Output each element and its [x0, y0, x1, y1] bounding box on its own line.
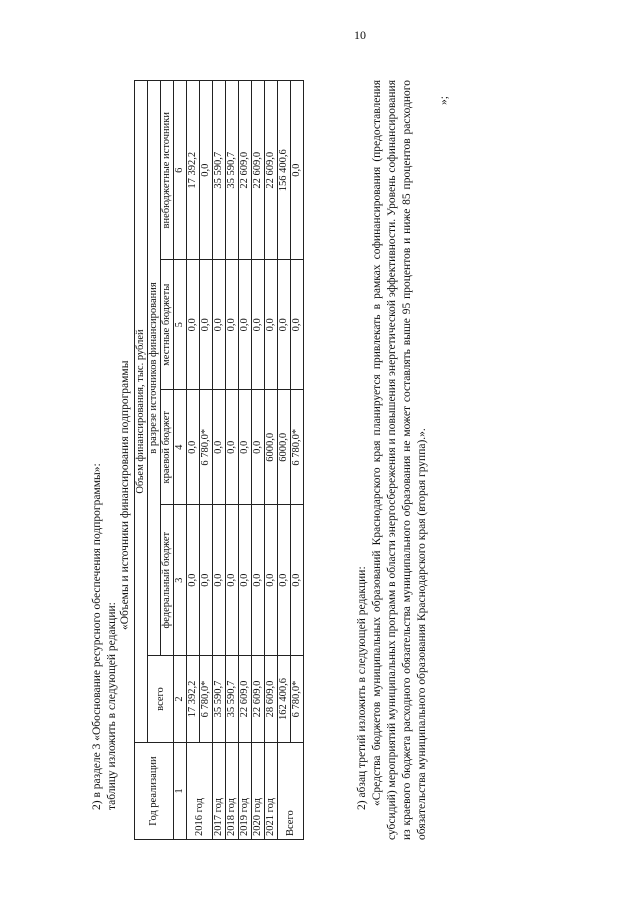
cell-extrabudgetary: 22 609,0: [265, 81, 278, 260]
abstract-paragraph: «Средства бюджетов муниципальных образований Краснодарского края планируется привлекать в рамках софинансирования (предоставления субсидий) мероприятий муниципальных программ в области энергосбережения и повышения энергетической эффективности. Уровень софинансирования из краевого бюджета расходного обязательства муниципального образования не может составлять выше 95 процентов и ниже 85 процентов расходного обязательства муниципального образования Краснодарского края (вторая группа).».: [371, 80, 428, 840]
cell-regional: 0,0: [239, 390, 252, 505]
cell-year: 2017 год: [213, 743, 226, 840]
cell-regional: 0,0: [226, 390, 239, 505]
header-federal: федеральный бюджет: [161, 505, 174, 656]
column-number: 1: [174, 743, 187, 840]
page-number: 10: [354, 28, 366, 42]
column-number: 4: [174, 390, 187, 505]
table-row: [187, 81, 200, 840]
cell-total: 35 590,7: [213, 656, 226, 743]
cell-extrabudgetary: 17 392,2: [187, 81, 200, 260]
table-end-mark: »;: [438, 96, 450, 105]
cell-year: 2021 год: [265, 743, 278, 840]
cell-regional: 0,0: [213, 390, 226, 505]
rotated-content: [90, 60, 460, 880]
table-row: [239, 81, 252, 840]
cell-extrabudgetary: 0,0: [291, 81, 304, 260]
table-caption: «Объемы и источники финансирования подпрограммы: [119, 360, 131, 630]
table-header-row-2: [148, 81, 161, 840]
table-row: [200, 81, 213, 840]
table-instruction: таблицу изложить в следующей редакции:: [106, 602, 118, 810]
cell-local: 0,0: [265, 260, 278, 390]
header-funding-total: Объем финансирования, тыс. рублей: [135, 81, 148, 743]
cell-total: 35 590,7: [226, 656, 239, 743]
cell-federal: 0,0: [187, 505, 200, 656]
cell-local: 0,0: [213, 260, 226, 390]
cell-regional: 0,0: [252, 390, 265, 505]
cell-regional: 6 780,0*: [200, 390, 213, 505]
cell-year: 2019 год: [239, 743, 252, 840]
cell-total: 22 609,0: [252, 656, 265, 743]
cell-federal: 0,0: [252, 505, 265, 656]
cell-year: 2020 год: [252, 743, 265, 840]
table-header-row-1: [135, 81, 148, 840]
header-year: Год реализации: [135, 743, 174, 840]
cell-regional: 0,0: [187, 390, 200, 505]
table-row-total: [278, 81, 291, 840]
cell-federal: 0,0: [226, 505, 239, 656]
cell-year: 2018 год: [226, 743, 239, 840]
cell-extrabudgetary: 156 400,6: [278, 81, 291, 260]
header-local: местные бюджеты: [161, 260, 174, 390]
financing-table-wrap: [134, 80, 304, 840]
cell-total: 6 780,0*: [291, 656, 304, 743]
cell-total: 22 609,0: [239, 656, 252, 743]
column-number: 6: [174, 81, 187, 260]
cell-local: 0,0: [200, 260, 213, 390]
cell-regional: 6000,0: [278, 390, 291, 505]
cell-federal: 0,0: [278, 505, 291, 656]
abstract-instruction: 2) абзац третий изложить в следующей редакции:: [356, 566, 368, 810]
section-heading: 2) в разделе 3 «Обоснование ресурсного обеспечения подпрограммы»:: [91, 463, 103, 810]
cell-local: 0,0: [187, 260, 200, 390]
cell-extrabudgetary: 22 609,0: [252, 81, 265, 260]
cell-federal: 0,0: [200, 505, 213, 656]
column-number-row: [174, 81, 187, 840]
cell-total: 17 392,2: [187, 656, 200, 743]
column-number: 3: [174, 505, 187, 656]
cell-total: 162 400,6: [278, 656, 291, 743]
cell-federal: 0,0: [213, 505, 226, 656]
header-total: всего: [148, 656, 174, 743]
cell-extrabudgetary: 22 609,0: [239, 81, 252, 260]
table-row: [265, 81, 278, 840]
cell-regional: 6 780,0*: [291, 390, 304, 505]
column-number: 2: [174, 656, 187, 743]
cell-federal: 0,0: [239, 505, 252, 656]
cell-regional: 6000,0: [265, 390, 278, 505]
amendment-text: [355, 80, 430, 840]
cell-year: Всего: [278, 743, 304, 840]
header-by-source: в разрезе источников финансирования: [148, 81, 161, 656]
cell-extrabudgetary: 35 590,7: [226, 81, 239, 260]
cell-local: 0,0: [291, 260, 304, 390]
cell-local: 0,0: [278, 260, 291, 390]
column-number: 5: [174, 260, 187, 390]
cell-extrabudgetary: 0,0: [200, 81, 213, 260]
cell-federal: 0,0: [265, 505, 278, 656]
cell-total: 28 609,0: [265, 656, 278, 743]
cell-local: 0,0: [226, 260, 239, 390]
header-extrabudgetary: внебюджетные источники: [161, 81, 174, 260]
cell-total: 6 780,0*: [200, 656, 213, 743]
table-row-total: [291, 81, 304, 840]
financing-table: [134, 80, 304, 840]
header-regional: краевой бюджет: [161, 390, 174, 505]
table-row: [226, 81, 239, 840]
cell-extrabudgetary: 35 590,7: [213, 81, 226, 260]
cell-local: 0,0: [239, 260, 252, 390]
cell-federal: 0,0: [291, 505, 304, 656]
cell-local: 0,0: [252, 260, 265, 390]
cell-year: 2016 год: [187, 743, 213, 840]
table-row: [252, 81, 265, 840]
table-row: [213, 81, 226, 840]
